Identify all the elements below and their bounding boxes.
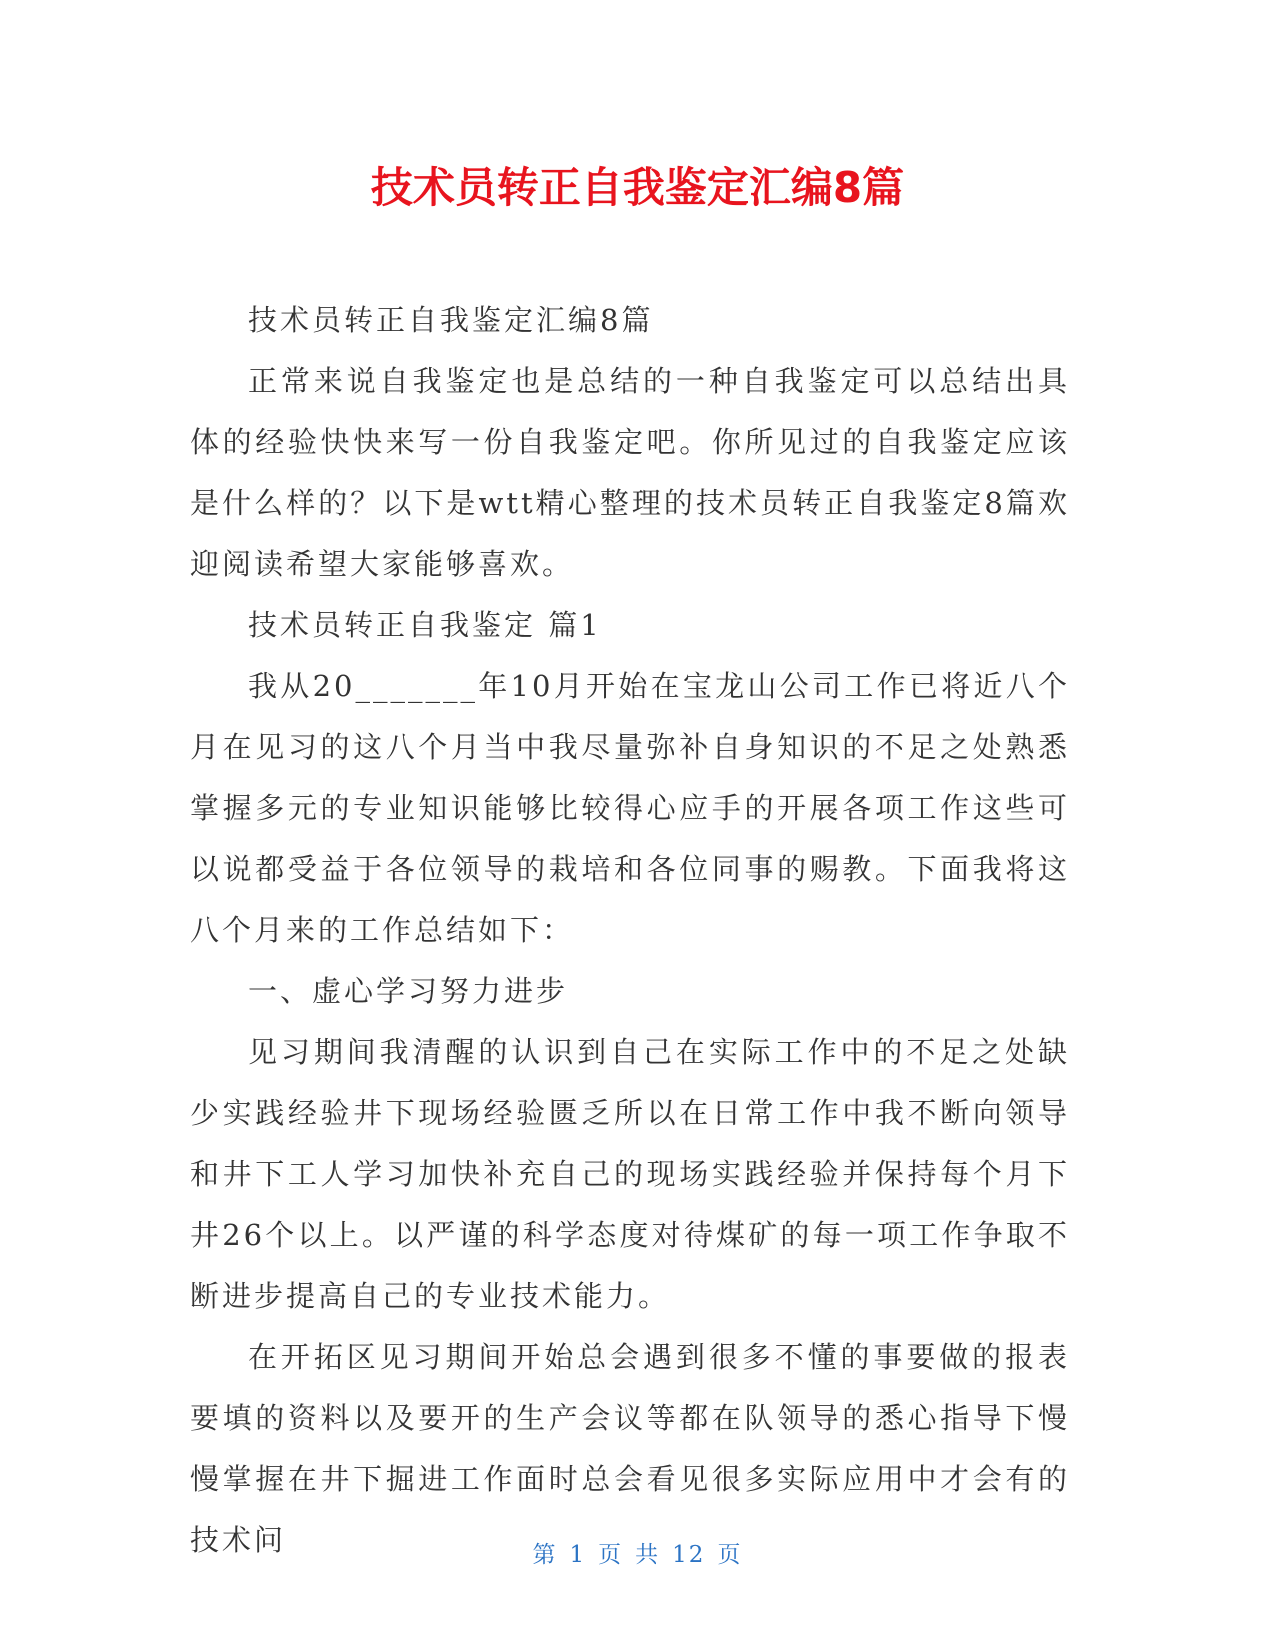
paragraph-intro: 正常来说自我鉴定也是总结的一种自我鉴定可以总结出具体的经验快快来写一份自我鉴定吧。你所见过的自我鉴定应该是什么样的？以下是wtt精心整理的技术员转正自我鉴定8篇欢迎阅读希望大家能够喜欢。 (190, 364, 1070, 581)
document-body (190, 290, 1070, 1571)
document-title: 技术员转正自我鉴定汇编8篇 (370, 163, 905, 212)
footer-current-page: 1 (569, 1542, 587, 1568)
paragraph-body: 我从20_______年10月开始在宝龙山公司工作已将近八个月在见习的这八个月当中我尽量弥补自身知识的不足之处熟悉掌握多元的专业知识能够比较得心应手的开展各项工作这些可以说都受益于各位领导的栽培和各位同事的赐教。下面我将这八个月来的工作总结如下： (190, 669, 1070, 947)
footer-total-pages: 12 (672, 1542, 706, 1568)
paragraph-body: 在开拓区见习期间开始总会遇到很多不懂的事要做的报表要填的资料以及要开的生产会议等都在队领导的悉心指导下慢慢掌握在井下掘进工作面时总会看见很多实际应用中才会有的技术问 (190, 1340, 1070, 1557)
footer-total-prefix: 共 (635, 1542, 661, 1568)
paragraph-section-heading: 技术员转正自我鉴定 篇1 (248, 608, 602, 642)
paragraph-subtitle: 技术员转正自我鉴定汇编8篇 (248, 303, 654, 337)
footer-prefix: 第 (532, 1542, 558, 1568)
paragraph-body: 见习期间我清醒的认识到自己在实际工作中的不足之处缺少实践经验井下现场经验匮乏所以在日常工作中我不断向领导和井下工人学习加快补充自己的现场实践经验并保持每个月下井26个以上。以严谨的科学态度对待煤矿的每一项工作争取不断进步提高自己的专业技术能力。 (190, 1035, 1070, 1313)
footer-page-word: 页 (598, 1542, 624, 1568)
page-footer (0, 1540, 1275, 1570)
paragraph-subheading: 一、虚心学习努力进步 (248, 974, 569, 1008)
footer-suffix: 页 (717, 1542, 743, 1568)
